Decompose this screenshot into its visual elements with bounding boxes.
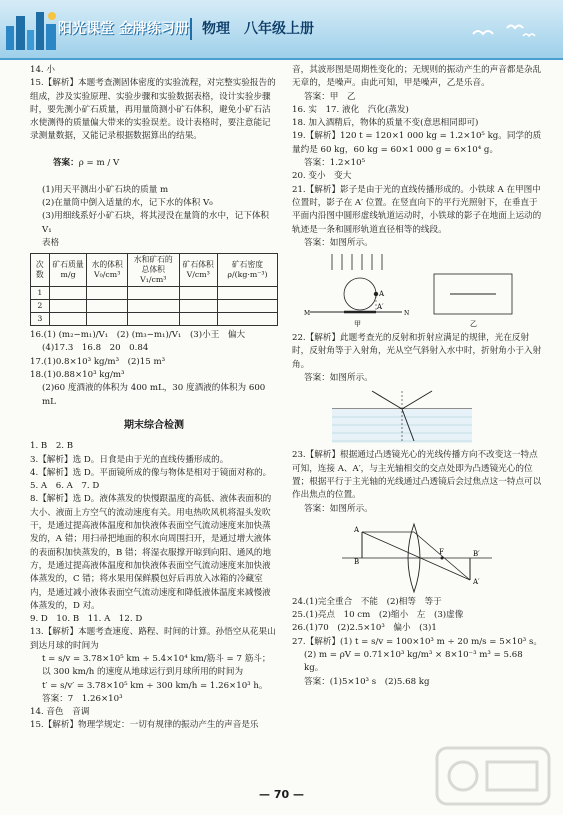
brand-title: 阳光课堂 金牌练习册 bbox=[58, 21, 189, 37]
answer-line: 9. D 10. B 11. A 12. D bbox=[30, 614, 143, 625]
lens-diagram bbox=[292, 518, 542, 594]
answer-line: 14. 音色 音调 bbox=[30, 707, 90, 718]
right-column bbox=[292, 64, 544, 689]
answer-line: 5. A 6. A 7. D bbox=[30, 481, 100, 492]
answer-line: 答案：如图所示。 bbox=[304, 373, 373, 384]
answer-line: 26.(1)70 (2)2.5×10³ 偏小 (3)1 bbox=[292, 623, 437, 634]
answer-line: 1. B 2. B bbox=[30, 441, 74, 452]
table-header: 水的体积 V₀/cm³ bbox=[87, 254, 127, 287]
answer-formula: (2) m = ρV = 0.71×10³ kg/m³ × 8×10⁻³ m³ = 5.68 kg。 bbox=[304, 650, 526, 674]
point-label: A′ bbox=[377, 303, 384, 312]
subject-label: 物理 八年级上册 bbox=[202, 21, 314, 37]
point-label: A′ bbox=[473, 577, 480, 586]
shadow-diagram bbox=[292, 252, 542, 330]
answer-formula: 27.【解析】(1) t = s/v = 100×10³ m ÷ 20 m/s = 5×10³ s。 bbox=[292, 636, 542, 647]
table-header-row bbox=[31, 254, 278, 287]
answer-line: 以 300 km/h 的速度从地球运行到月球所用的时间为 bbox=[42, 667, 244, 678]
answer-line: 8.【解析】选 D。液体蒸发的快慢跟温度的高低、液体表面积的大小、液面上方空气的流动速度有关。用电热吹风机将湿头发吹干，是通过提高液体温度和加快液体表面空气流动速度来加快蒸发的，A 错；用扫帚把地面的积水向周围扫开，是通过增大液体的表面积加快蒸发的，B 错；将湿衣服撑开晾到向阳、通风的地方，是通过提高液体温度和加快液体表面空气流动速度来加快液体蒸发的，C 错；将水果用保鲜膜包好后再放入冰箱的冷藏室内，是通过减小液体表面空气流动速度和降低液体温度来减慢液体蒸发的，D 对。 bbox=[30, 494, 272, 611]
answer-line: 20. 变小 变大 bbox=[292, 171, 352, 182]
point-label: N bbox=[404, 310, 410, 318]
answer-line: 3.【解析】选 D。日食是由于光的直线传播形成的。 bbox=[30, 454, 229, 465]
answer-line: 24.(1)完全重合 不能 (2)相等 等于 bbox=[292, 596, 442, 607]
answer-line: 答案：1.2×10⁵ bbox=[304, 158, 366, 169]
answer-label: 答案： bbox=[52, 158, 79, 169]
birds-icon bbox=[469, 22, 539, 42]
answer-line: 17.(1)0.8×10³ kg/m³ (2)15 m³ bbox=[30, 356, 166, 367]
experiment-table bbox=[30, 253, 278, 326]
answer-formula bbox=[30, 144, 278, 184]
answer-line: 13.【解析】本题考查速度、路程、时间的计算。孙悟空从花果山到达月球的时间为 bbox=[30, 627, 276, 651]
figure-caption: 甲 bbox=[354, 320, 361, 329]
table-header: 次数 bbox=[31, 254, 50, 287]
answer-line: 16.(1) (m₂−m₁)/V₁ (2) (m₃−m₁)/V₁ (3)小王 偏大 bbox=[30, 330, 246, 341]
table-header: 矿石质量 m/g bbox=[49, 254, 87, 287]
answer-line: 22.【解析】此题考查光的反射和折射应满足的规律，光在反射时，反射角等于入射角，光从空气斜射入水中时，折射角小于入射角。 bbox=[292, 333, 542, 370]
answer-line: 答案：如图所示。 bbox=[304, 503, 373, 514]
left-column bbox=[30, 64, 278, 733]
section-title: 期末综合检测 bbox=[124, 419, 184, 431]
point-label: F bbox=[439, 547, 444, 556]
table-header: 矿石体积 V/cm³ bbox=[179, 254, 217, 287]
answer-formula: t′ = s/v′ = 3.78×10⁵ km ÷ 300 km/h = 1.26×10³ h。 bbox=[42, 680, 268, 691]
answer-line: 21.【解析】影子是由于光的直线传播形成的。小铁球 A 在甲图中位置时，影子在 A′ 位置。在竖直向下的平行光照射下，在垂直于平面内沿图中圆形虚线轨道运动时，小铁球的影子在地面上运动的轨迹是一条和圆形轨道直径相等的线段。 bbox=[292, 184, 542, 235]
answer-line: 23.【解析】根据通过凸透镜光心的光线传播方向不改变这一特点可知，连接 A、A′，与主光轴相交的交点处即为凸透镜光心的位置；根据平行于主光轴的光线通过凸透镜后会过焦点这一特点可以作出焦点的位置。 bbox=[292, 450, 542, 501]
formula: ρ = m / V bbox=[78, 158, 120, 169]
table-cell: 3 bbox=[31, 313, 50, 326]
answer-line: 表格 bbox=[42, 237, 60, 248]
point-label: B bbox=[354, 557, 360, 566]
answer-line: 答案：如图所示。 bbox=[304, 237, 373, 248]
answer-line: 14. 小 bbox=[30, 65, 55, 75]
point-label: M bbox=[304, 310, 311, 318]
answer-line: 答案：甲 乙 bbox=[304, 91, 356, 102]
page-number: — 70 — bbox=[259, 788, 304, 801]
answer-line: 16. 实 17. 液化 汽化(蒸发) bbox=[292, 104, 409, 115]
page-header bbox=[0, 0, 563, 60]
table-row bbox=[31, 313, 278, 326]
answer-line: 答案：7 1.26×10³ bbox=[42, 693, 123, 704]
answer-line: 15.【解析】本题考查测固体密度的实验流程，对完整实验报告的组成，涉及实验原理、实验步骤和实验数据表格，设计实验步骤时，要先测小矿石质量，再用量筒测小矿石体积，避免小矿石沾水使测得的质量偏大带来的实验误差。设计表格时，要注意能记录测量数据，又能记录根据数据算出的结果。 bbox=[30, 78, 276, 142]
answer-line: (2)在量筒中倒入适量的水，记下水的体积 V₀ bbox=[42, 197, 213, 208]
table-row bbox=[31, 287, 278, 300]
point-label: A bbox=[354, 525, 360, 534]
answer-line: (1)用天平测出小矿石块的质量 m bbox=[42, 184, 169, 195]
answer-line: 音，其波形图是周期性变化的；无规则的振动产生的声音都是杂乱无章的，是噪声。由此可知，甲是噪声，乙是乐音。 bbox=[292, 65, 542, 89]
answer-line: 答案：(1)5×10³ s (2)5.68 kg bbox=[304, 676, 430, 687]
answer-line: 19.【解析】120 t = 120×1 000 kg = 1.2×10⁵ kg。同学的质量约是 60 kg，60 kg = 60×1 000 g = 6×10⁴ g。 bbox=[292, 131, 542, 155]
table-header: 水和矿石的总体积 V₁/cm³ bbox=[127, 254, 179, 287]
answer-line: (3)用细线系好小矿石块，将其浸没在量筒的水中，记下体积 V₁ bbox=[42, 211, 272, 235]
header-divider bbox=[190, 18, 192, 40]
answer-line: 15.【解析】物理学规定：一切有规律的振动产生的声音是乐 bbox=[30, 720, 259, 731]
reflection-refraction-diagram bbox=[292, 387, 542, 447]
answer-line: 18.(1)0.88×10³ kg/m³ bbox=[30, 370, 125, 381]
answer-formula: t = s/v = 3.78×10⁵ km ÷ 5.4×10⁴ km/筋斗 = 7 筋斗； bbox=[42, 653, 271, 664]
answer-line: 18. 加入酒精后，物体的质量不变(意思相同即可) bbox=[292, 118, 479, 129]
answer-line: (4)17.3 16.8 20 0.84 bbox=[42, 343, 149, 354]
point-label: B′ bbox=[473, 549, 480, 558]
table-header: 矿石密度 ρ/(kg·m⁻³) bbox=[217, 254, 277, 287]
table-cell: 1 bbox=[31, 287, 50, 300]
point-label: A bbox=[379, 290, 385, 299]
table-row bbox=[31, 300, 278, 313]
city-skyline-icon bbox=[4, 8, 60, 52]
table-cell: 2 bbox=[31, 300, 50, 313]
answer-line: 25.(1)亮点 10 cm (2)缩小 左 (3)虚像 bbox=[292, 610, 464, 621]
answer-line: (2)60 度酒液的体积为 400 mL，30 度酒液的体积为 600 mL bbox=[42, 383, 269, 407]
answer-line: 4.【解析】选 D。平面镜所成的像与物体是相对于镜面对称的。 bbox=[30, 467, 272, 478]
figure-caption: 乙 bbox=[470, 320, 477, 329]
